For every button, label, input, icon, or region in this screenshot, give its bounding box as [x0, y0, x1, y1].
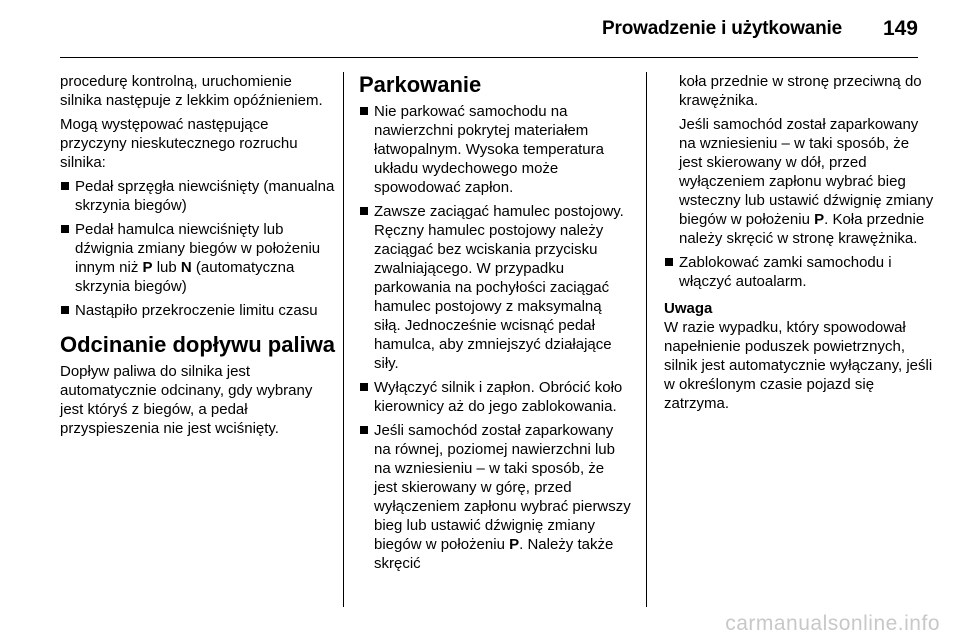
section-title: Prowadzenie i użytkowanie — [602, 18, 842, 39]
paragraph-text: . Koła przednie należy skręcić w stronę krawężnika. — [679, 211, 925, 247]
bullet-icon — [360, 426, 368, 434]
list-item — [60, 301, 336, 320]
bullet-icon — [61, 306, 69, 314]
bullet-icon — [360, 107, 368, 115]
gear-position-p: P — [814, 211, 825, 228]
paragraph: Dopływ paliwa do silnika jest automatycznie odcinany, gdy wybrany jest któryś z biegów, a pedał przyspieszenia nie jest wciśnięty. — [60, 363, 313, 437]
list-item — [60, 177, 336, 215]
paragraph — [664, 115, 936, 248]
list-item-text: Zablokować zamki samochodu i włączyć autoalarm. — [679, 254, 892, 290]
list-item — [664, 253, 936, 291]
list-item-text: Nastąpiło przekroczenie limitu czasu — [75, 302, 318, 319]
list-item-text: (automatyczna skrzynia biegów) — [75, 259, 295, 295]
parking-list — [359, 102, 631, 573]
list-item-text: Pedał sprzęgła niewciśnięty (manualna skrzynia biegów) — [75, 178, 335, 214]
header-rule — [60, 57, 918, 58]
paragraph: koła przednie w stronę przeciwną do krawężnika. — [679, 73, 922, 109]
bullet-icon — [360, 207, 368, 215]
note-title: Uwaga — [664, 300, 713, 317]
gear-position-p: P — [509, 536, 520, 553]
column-left — [60, 72, 336, 443]
bullet-icon — [61, 182, 69, 190]
watermark: carmanualsonline.info — [725, 612, 940, 635]
list-item — [60, 220, 336, 296]
list-item-text: Zawsze zaciągać hamulec postojowy. Ręczny hamulec postojowy należy zaciągać bez wciskania przycisku zwalniającego. W przypadku parkowania na pochyłości zaciągać hamulec postojowy z maksymalną siłą. Jednocześnie wcisnąć pedał hamulca, aby zmniejszyć działające siły. — [374, 203, 624, 372]
list-item-text: Wyłączyć silnik i zapłon. Obrócić koło kierownicy aż do jego zablokowania. — [374, 379, 623, 415]
column-divider — [343, 72, 344, 607]
cause-list — [60, 177, 336, 320]
bullet-icon — [360, 383, 368, 391]
paragraph-text: Jeśli samochód został zaparkowany na wzniesieniu – w taki sposób, że jest skierowany w dół, przed wyłączeniem zapłonu wybrać bieg wsteczny lub ustawić dźwignię zmiany biegów w położeniu — [679, 116, 934, 228]
page-number: 149 — [882, 17, 918, 40]
gear-position-p: P — [142, 259, 153, 276]
page-header — [0, 0, 960, 60]
section-heading: Odcinanie dopływu paliwa — [60, 332, 336, 357]
column-divider — [646, 72, 647, 607]
list-item — [359, 202, 631, 373]
column-right — [664, 72, 936, 418]
note-text: W razie wypadku, który spowodował napełnienie poduszek powietrznych, silnik jest automatycznie wyłączany, jeśli w określonym czasie pojazd się zatrzyma. — [664, 319, 933, 412]
gear-position-n: N — [180, 259, 192, 276]
lock-list — [664, 253, 936, 291]
list-item-text: lub — [152, 259, 181, 276]
bullet-icon — [61, 225, 69, 233]
list-item — [359, 378, 631, 416]
bullet-icon — [665, 258, 673, 266]
list-item-text: Jeśli samochód został zaparkowany na równej, poziomej nawierzchni lub na wzniesieniu – w taki sposób, że jest skierowany w górę, przed wyłączeniem zapłonu wybrać pierwszy bieg lub ustawić dźwignię zmiany biegów w położeniu — [374, 422, 631, 553]
note-block — [664, 299, 936, 413]
section-heading: Parkowanie — [359, 72, 482, 97]
list-item-text: Pedał hamulca niewciśnięty lub dźwignia zmiany biegów w położeniu innym niż — [75, 221, 321, 276]
paragraph: Mogą występować następujące przyczyny nieskutecznego rozruchu silnika: — [60, 116, 298, 171]
column-middle — [359, 72, 631, 578]
paragraph: procedurę kontrolną, uruchomienie silnika następuje z lekkim opóźnieniem. — [60, 73, 323, 109]
list-item-text: Nie parkować samochodu na nawierzchni pokrytej materiałem łatwopalnym. Wysoka temperatura układu wydechowego może spowodować zapłon. — [374, 103, 604, 196]
list-item — [359, 102, 631, 197]
list-item — [359, 421, 631, 573]
list-item-text: . Należy także skręcić — [374, 536, 614, 572]
